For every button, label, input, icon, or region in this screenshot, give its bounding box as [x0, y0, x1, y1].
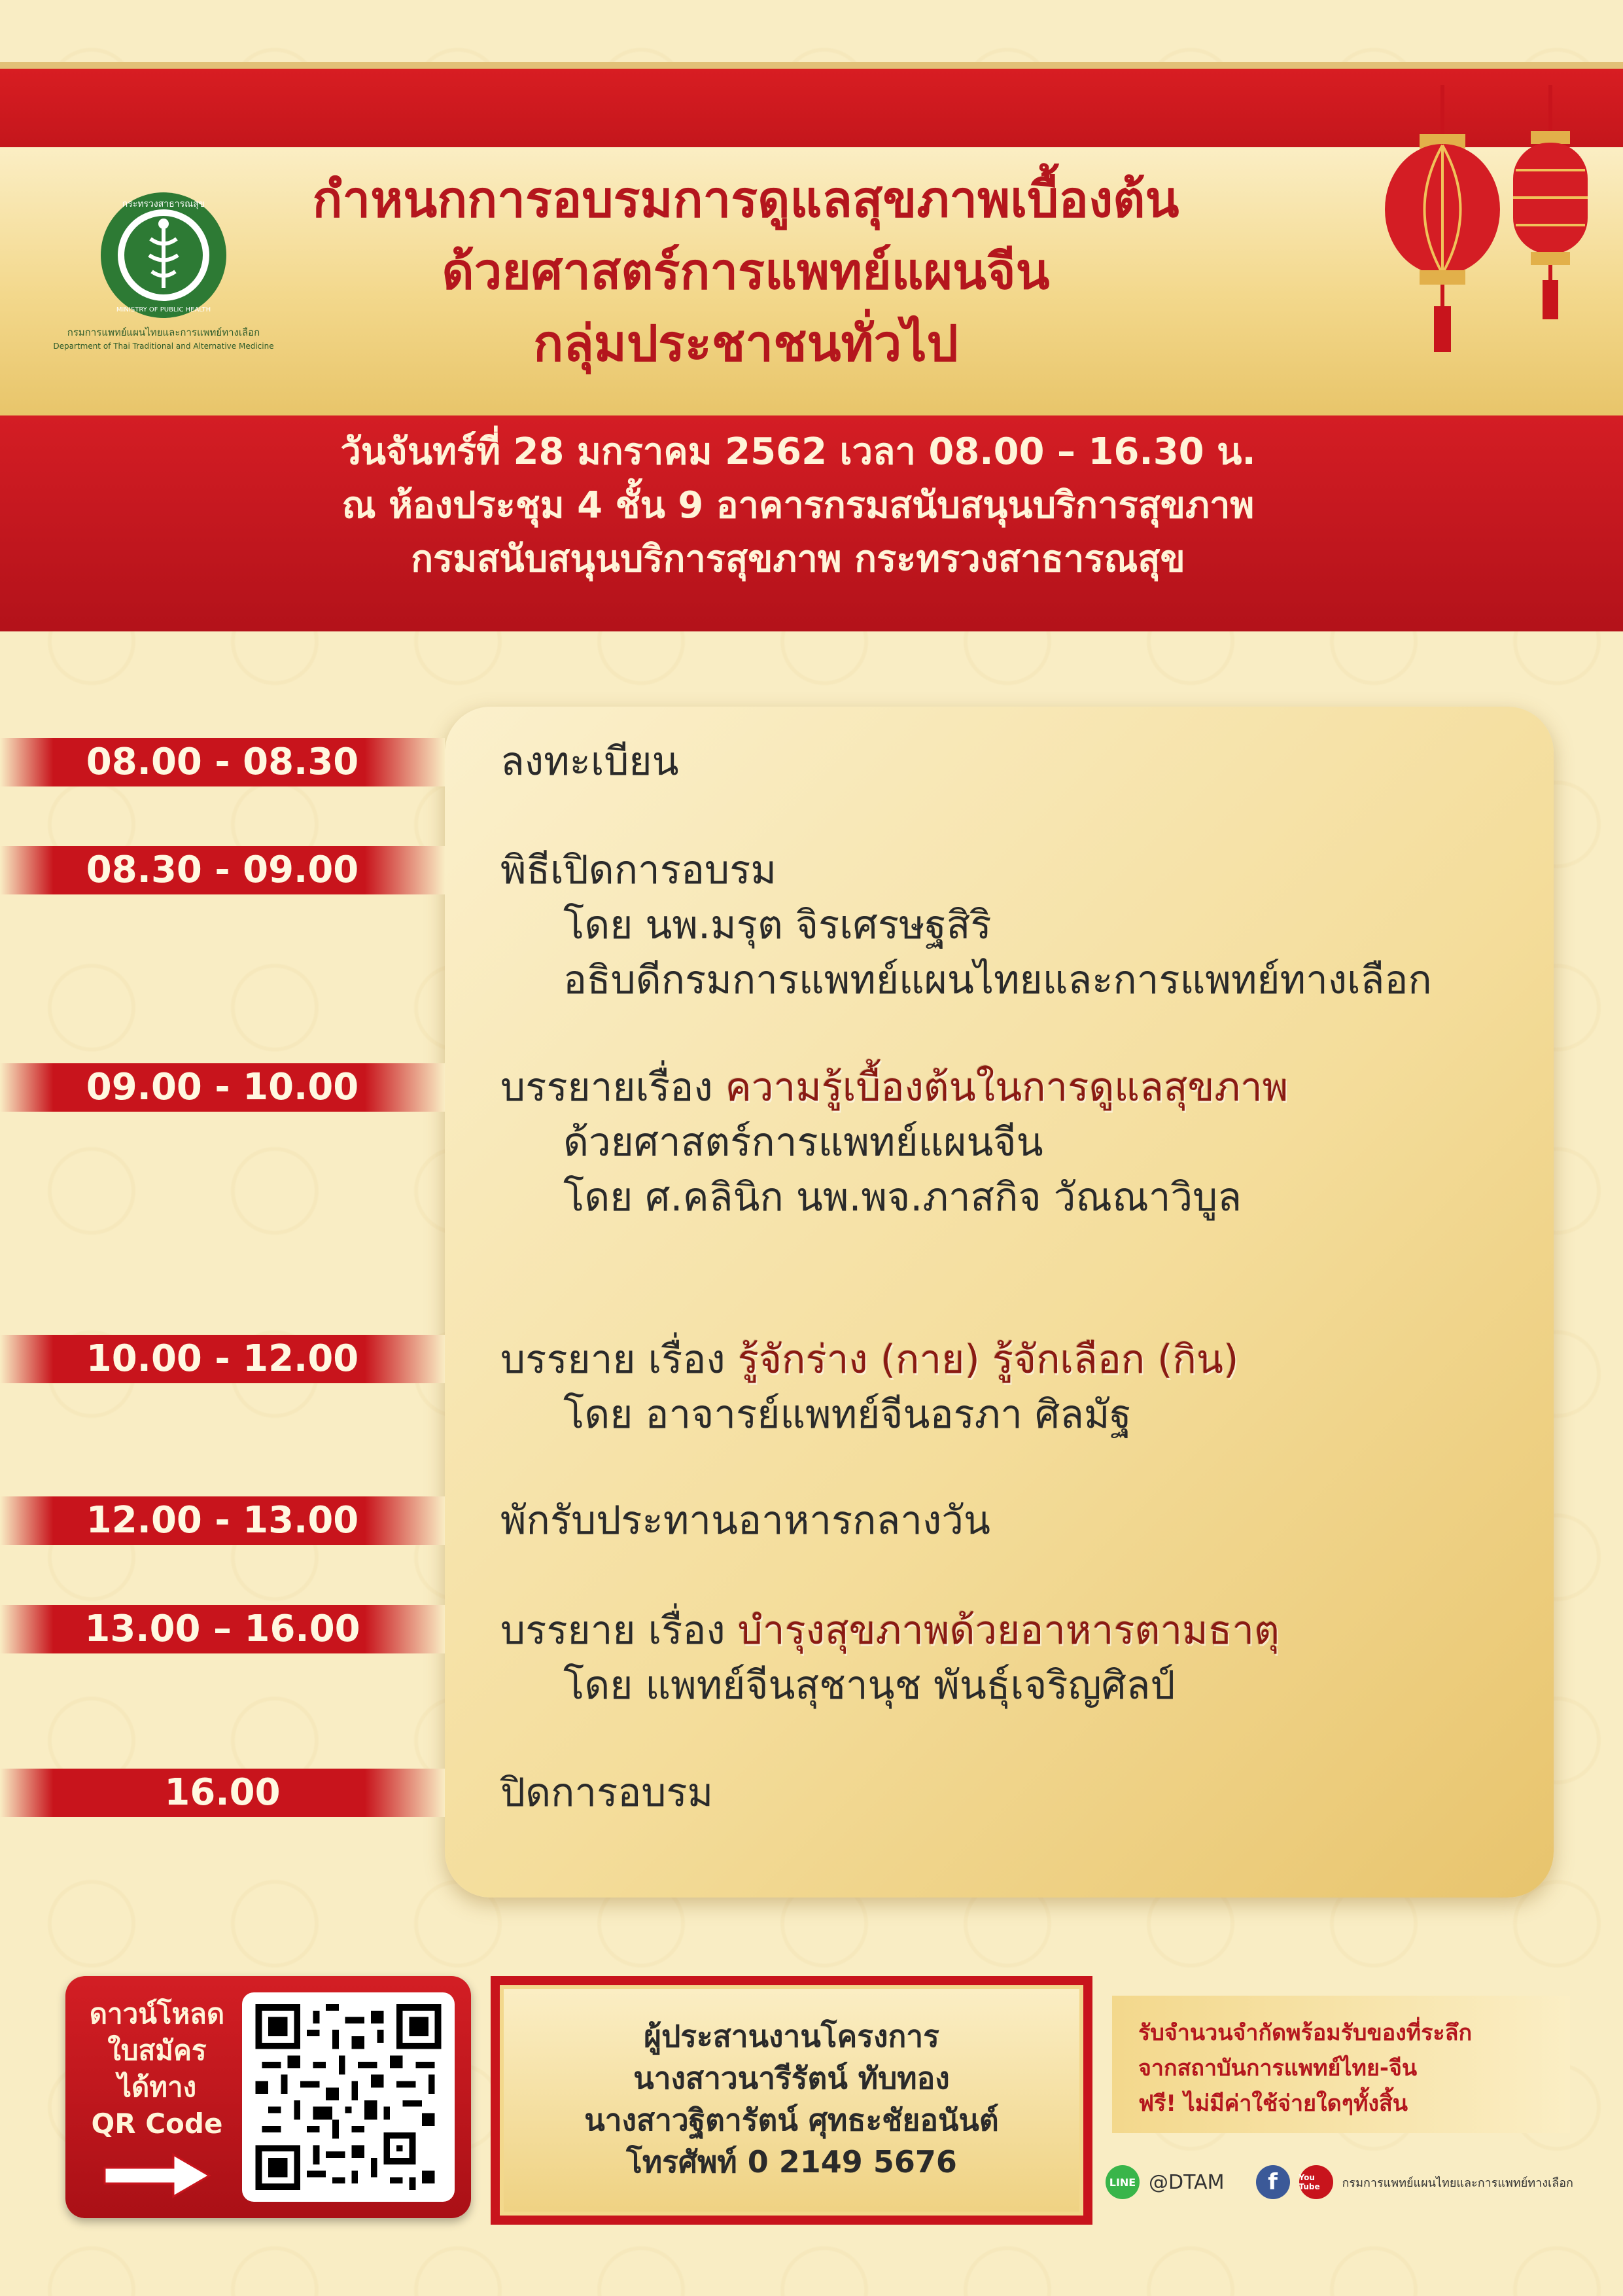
contact-name: นางสาวฐิตารัตน์ ศุทธะชัยอนันต์ — [584, 2102, 999, 2138]
svg-text:MINISTRY OF PUBLIC HEALTH: MINISTRY OF PUBLIC HEALTH — [116, 306, 211, 313]
qr-code-icon — [254, 2004, 443, 2190]
event-info — [196, 425, 1400, 586]
qr-code[interactable] — [242, 1992, 455, 2202]
logo-caption-th: กรมการแพทย์แผนไทยและการแพทย์ทางเลือก — [67, 327, 260, 338]
ministry-seal-icon — [98, 190, 229, 321]
lantern-icon — [1380, 85, 1505, 366]
header-top-band — [0, 69, 1623, 147]
note-line: จากสถาบันการแพทย์ไทย-จีน — [1138, 2055, 1418, 2081]
contact-phone: โทรศัพท์ 0 2149 5676 — [626, 2144, 957, 2180]
download-text — [79, 1996, 236, 2142]
note-box — [1112, 1996, 1570, 2133]
note-line: ฟรี! ไม่มีค่าใช้จ่ายใดๆทั้งสิ้น — [1138, 2091, 1408, 2117]
event-date-time: วันจันทร์ที่ 28 มกราคม 2562 เวลา 08.00 – 16.30 น. — [340, 431, 1256, 473]
note-line: รับจำนวนจำกัดพร้อมรับของที่ระลึก — [1138, 2020, 1473, 2046]
schedule-line — [500, 1060, 1288, 1115]
download-line: ใบสมัคร — [107, 2034, 207, 2066]
lecture-prefix: บรรยายเรื่อง — [500, 1065, 725, 1110]
schedule-item — [500, 843, 1432, 1008]
schedule-item — [500, 1060, 1288, 1225]
download-line: QR Code — [91, 2108, 223, 2140]
schedule-item — [500, 734, 679, 789]
event-organizer: กรมสนับสนุนบริการสุขภาพ กระทรวงสาธารณสุข — [411, 538, 1185, 580]
schedule-line: ลงทะเบียน — [500, 739, 679, 785]
line-icon[interactable]: LINE — [1106, 2165, 1140, 2199]
contact-name: นางสาวนารีรัตน์ ทับทอง — [633, 2060, 950, 2096]
schedule-line: โดย อาจารย์แพทย์จีนอรภา ศิลมัฐ — [563, 1392, 1132, 1438]
schedule-item — [500, 1493, 990, 1548]
schedule-item — [500, 1332, 1238, 1442]
page-name[interactable]: กรมการแพทย์แผนไทยและการแพทย์ทางเลือก — [1342, 2176, 1573, 2190]
social-row — [1106, 2159, 1596, 2205]
schedule-line: ด้วยศาสตร์การแพทย์แผนจีน — [563, 1120, 1043, 1165]
event-venue: ณ ห้องประชุม 4 ชั้น 9 อาคารกรมสนับสนุนบริการสุขภาพ — [341, 484, 1255, 527]
arrow-right-icon — [101, 2149, 213, 2202]
time-label: 16.00 — [0, 1769, 445, 1817]
schedule-line: พิธีเปิดการอบรม — [500, 847, 777, 893]
time-label: 09.00 - 10.00 — [0, 1063, 445, 1112]
event-title — [249, 164, 1243, 380]
schedule-item — [500, 1765, 713, 1820]
title-line: กำหนกการอบรมการดูแลสุขภาพเบื้องต้น — [312, 170, 1179, 228]
title-line: กลุ่มประชาชนทั่วไป — [533, 314, 958, 372]
svg-text:กระทรวงสาธารณสุข: กระทรวงสาธารณสุข — [122, 199, 205, 209]
line-handle[interactable]: @DTAM — [1149, 2170, 1225, 2194]
lecture-topic: บำรุงสุขภาพด้วยอาหารตามธาตุ — [737, 1608, 1280, 1653]
youtube-icon[interactable]: You Tube — [1299, 2165, 1333, 2199]
lantern-icon — [1508, 85, 1593, 340]
time-label: 13.00 – 16.00 — [0, 1605, 445, 1653]
schedule-line — [500, 1332, 1238, 1387]
lecture-topic: ความรู้เบื้องต้นในการดูแลสุขภาพ — [725, 1065, 1289, 1110]
download-box — [65, 1976, 471, 2218]
schedule-line — [500, 1603, 1280, 1658]
time-label: 10.00 - 12.00 — [0, 1335, 445, 1383]
lecture-prefix: บรรยาย เรื่อง — [500, 1337, 738, 1383]
contact-inner — [500, 1985, 1083, 2216]
schedule-line: โดย นพ.มรุต จิรเศรษฐสิริ — [563, 902, 992, 948]
lecture-prefix: บรรยาย เรื่อง — [500, 1608, 738, 1653]
schedule-line: อธิบดีกรมการแพทย์แผนไทยและการแพทย์ทางเลือก — [563, 957, 1432, 1003]
schedule-line: โดย แพทย์จีนสุชานุช พันธุ์เจริญศิลป์ — [563, 1663, 1176, 1708]
logo-caption-en: Department of Thai Traditional and Alternative Medicine — [53, 342, 274, 351]
time-label: 08.00 - 08.30 — [0, 738, 445, 786]
schedule-line: โดย ศ.คลินิก นพ.พจ.ภาสกิจ วัณณาวิบูล — [563, 1174, 1242, 1220]
contact-box — [491, 1976, 1092, 2225]
title-line: ด้วยศาสตร์การแพทย์แผนจีน — [442, 242, 1050, 300]
lecture-topic: รู้จักร่าง (กาย) รู้จักเลือก (กิน) — [737, 1337, 1239, 1383]
schedule-line: ปิดการอบรม — [500, 1770, 714, 1816]
facebook-icon[interactable]: f — [1256, 2165, 1290, 2199]
download-line: ได้ทาง — [117, 2071, 197, 2103]
time-label: 12.00 - 13.00 — [0, 1496, 445, 1545]
contact-heading: ผู้ประสานงานโครงการ — [644, 2019, 939, 2054]
time-label: 08.30 - 09.00 — [0, 846, 445, 894]
schedule-line: พักรับประทานอาหารกลางวัน — [500, 1498, 990, 1544]
schedule-item — [500, 1603, 1280, 1713]
download-line: ดาวน์โหลด — [89, 1998, 225, 2030]
